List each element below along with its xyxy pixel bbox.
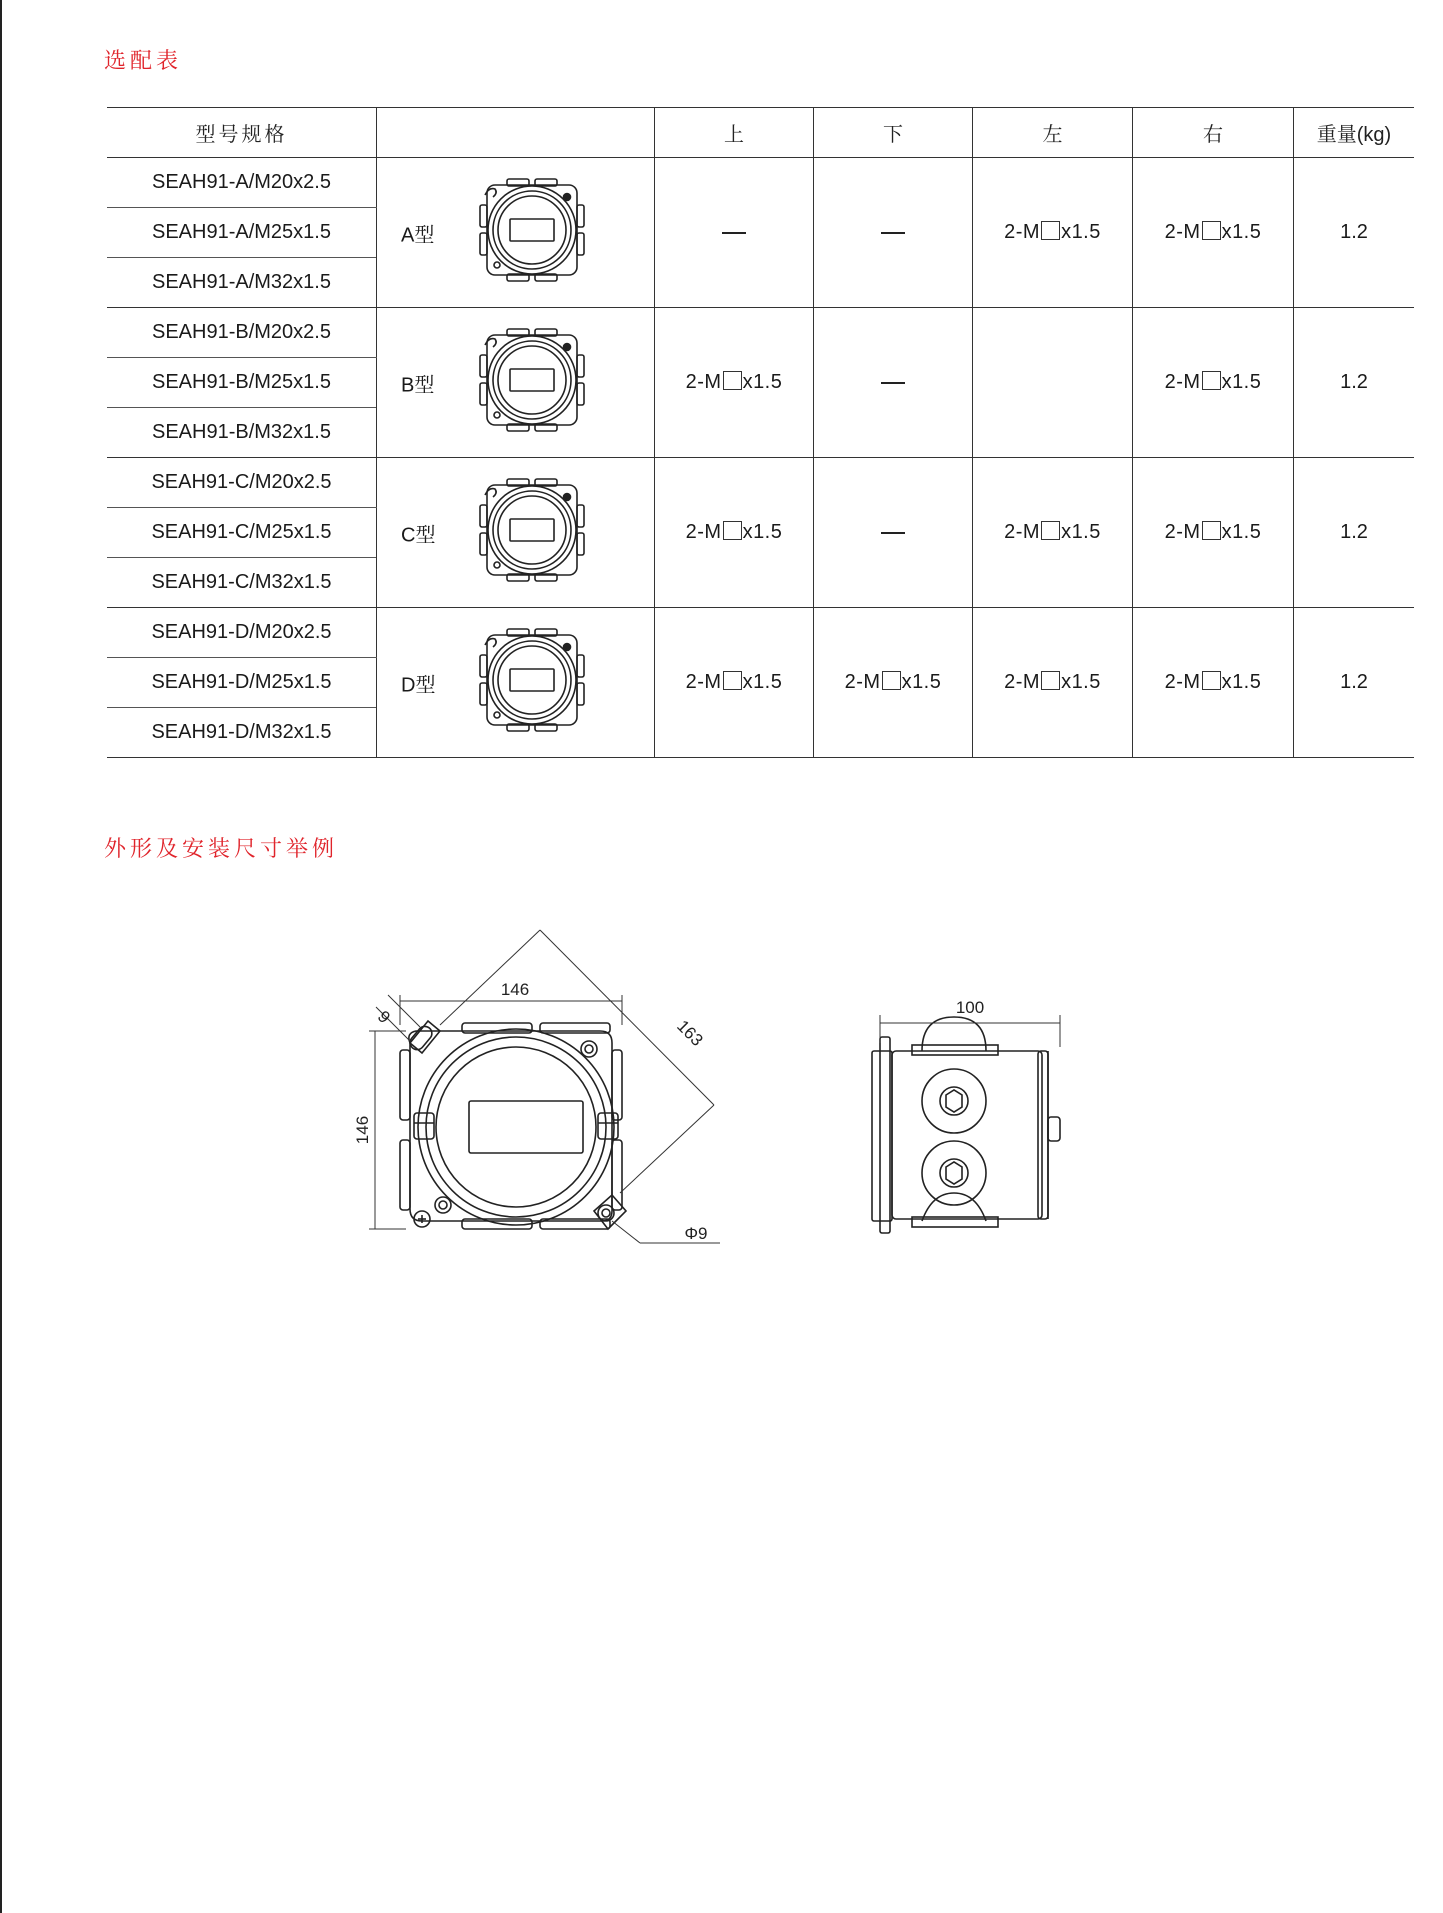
entry-left-cell (973, 608, 1133, 758)
model-cell: SEAH91-B/M32x1.5 (107, 408, 377, 458)
entry-bottom-cell (814, 458, 973, 608)
size-placeholder-box (1041, 521, 1060, 540)
page-left-border (0, 0, 2, 1913)
table-row (107, 458, 1414, 508)
size-placeholder-box (1202, 371, 1221, 390)
type-cell (377, 308, 655, 458)
entry-right-cell (1133, 458, 1294, 608)
weight-cell: 1.2 (1294, 608, 1415, 758)
model-cell: SEAH91-C/M20x2.5 (107, 458, 377, 508)
thread-spec: 2-M x1.5 (685, 371, 783, 393)
dimension-drawing (340, 925, 1080, 1345)
entry-left-cell (973, 158, 1133, 308)
header-type (377, 108, 655, 158)
header-left: 左 (973, 108, 1133, 158)
type-cell (377, 458, 655, 608)
entry-top-cell (655, 308, 814, 458)
front-view (400, 1021, 626, 1229)
header-model: 型号规格 (107, 108, 377, 158)
entry-right-cell (1133, 608, 1294, 758)
enclosure-icon (477, 175, 587, 285)
enclosure-icon (477, 475, 587, 585)
table-row (107, 158, 1414, 208)
none-dash (881, 532, 905, 534)
header-weight: 重量(kg) (1294, 108, 1415, 158)
entry-left-cell (973, 458, 1133, 608)
thread-spec: 2-M x1.5 (1004, 221, 1101, 243)
size-placeholder-box (1202, 521, 1221, 540)
front-height-label: 146 (353, 1115, 372, 1145)
thread-spec: 2-M x1.5 (844, 671, 942, 693)
entry-right-cell (1133, 308, 1294, 458)
size-placeholder-box (1041, 671, 1060, 690)
side-depth-label: 100 (955, 998, 985, 1017)
entry-bottom-cell (814, 308, 973, 458)
entry-bottom-cell (814, 158, 973, 308)
model-cell: SEAH91-C/M25x1.5 (107, 508, 377, 558)
thread-spec: 2-M x1.5 (1164, 671, 1262, 693)
model-cell: SEAH91-A/M25x1.5 (107, 208, 377, 258)
model-cell: SEAH91-D/M25x1.5 (107, 658, 377, 708)
table-row (107, 308, 1414, 358)
front-width-label: 146 (500, 980, 530, 999)
table-header-row (107, 108, 1414, 158)
entry-top-cell (655, 158, 814, 308)
table-row (107, 608, 1414, 658)
model-cell: SEAH91-C/M32x1.5 (107, 558, 377, 608)
model-cell: SEAH91-A/M20x2.5 (107, 158, 377, 208)
type-label: C型 (401, 524, 436, 546)
model-cell: SEAH91-D/M32x1.5 (107, 708, 377, 758)
model-cell: SEAH91-B/M20x2.5 (107, 308, 377, 358)
selection-table-title: 选配表 (104, 49, 183, 74)
entry-bottom-cell (814, 608, 973, 758)
thread-spec: 2-M x1.5 (1164, 371, 1262, 393)
weight-cell: 1.2 (1294, 458, 1415, 608)
thread-spec: 2-M x1.5 (685, 521, 783, 543)
front-slot-label: 9 (373, 1007, 394, 1028)
entry-right-cell (1133, 158, 1294, 308)
type-cell (377, 158, 655, 308)
type-label: B型 (401, 374, 435, 396)
size-placeholder-box (1202, 671, 1221, 690)
size-placeholder-box (1202, 221, 1221, 240)
front-dimension-lines (369, 930, 720, 1243)
thread-spec: 2-M x1.5 (1164, 221, 1262, 243)
header-right: 右 (1133, 108, 1294, 158)
model-cell: SEAH91-A/M32x1.5 (107, 258, 377, 308)
weight-cell: 1.2 (1294, 158, 1415, 308)
none-dash (881, 232, 905, 234)
none-dash (881, 382, 905, 384)
enclosure-icon (477, 625, 587, 735)
weight-cell: 1.2 (1294, 308, 1415, 458)
header-top: 上 (655, 108, 814, 158)
size-placeholder-box (882, 671, 901, 690)
selection-table (107, 107, 1414, 758)
model-cell: SEAH91-D/M20x2.5 (107, 608, 377, 658)
enclosure-icon (477, 325, 587, 435)
entry-top-cell (655, 608, 814, 758)
front-hole-label: Φ9 (684, 1224, 708, 1243)
thread-spec: 2-M x1.5 (1004, 521, 1101, 543)
entry-top-cell (655, 458, 814, 608)
type-cell (377, 608, 655, 758)
header-bottom: 下 (814, 108, 973, 158)
model-cell: SEAH91-B/M25x1.5 (107, 358, 377, 408)
dimension-title: 外形及安装尺寸举例 (104, 837, 339, 862)
thread-spec: 2-M x1.5 (1004, 671, 1101, 693)
size-placeholder-box (723, 371, 742, 390)
type-label: A型 (401, 224, 435, 246)
front-diagonal-label: 163 (673, 1016, 707, 1050)
none-dash (722, 232, 746, 234)
size-placeholder-box (1041, 221, 1060, 240)
thread-spec: 2-M x1.5 (1164, 521, 1262, 543)
side-view (872, 1017, 1060, 1233)
size-placeholder-box (723, 671, 742, 690)
size-placeholder-box (723, 521, 742, 540)
thread-spec: 2-M x1.5 (685, 671, 783, 693)
type-label: D型 (401, 674, 436, 696)
entry-left-cell (973, 308, 1133, 458)
